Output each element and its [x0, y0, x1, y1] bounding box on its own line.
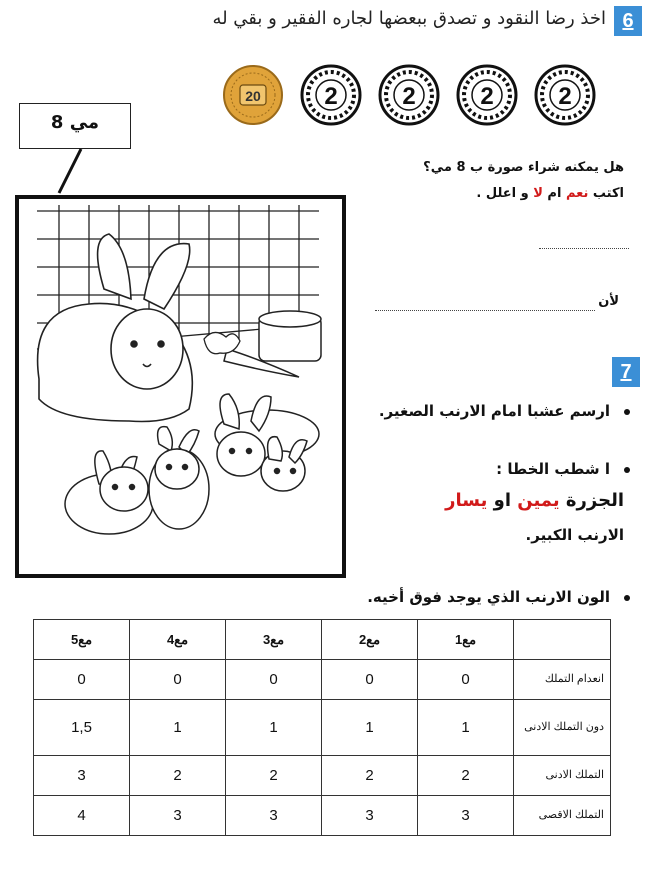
header-cell: مع2	[322, 620, 418, 660]
table-cell[interactable]: 0	[34, 660, 130, 700]
q7-bullet-color-text: الون الارنب الذي يوجد فوق أخيه.	[367, 588, 610, 606]
coin-2-label: 2	[480, 83, 494, 110]
question-6-prompt: هل يمكنه شراء صورة ب 8 مي؟	[423, 160, 624, 175]
coin-20-label: 20	[245, 88, 261, 104]
table-cell[interactable]: 1	[226, 700, 322, 756]
header-cell: مع5	[34, 620, 130, 660]
header-cell: مع1	[418, 620, 514, 660]
because-label: لأن	[598, 294, 619, 309]
answer-no: لا	[533, 186, 543, 201]
coin-2-label: 2	[324, 83, 338, 110]
price-tag: 8 مي	[19, 103, 131, 149]
table-cell[interactable]: 1	[418, 700, 514, 756]
table-row	[34, 660, 611, 700]
table-row	[34, 700, 611, 756]
table-cell[interactable]: 3	[130, 796, 226, 836]
carrot-label: الجزرة	[559, 490, 624, 511]
coin-2-icon	[300, 64, 362, 126]
bullet-icon	[624, 467, 630, 473]
coins-row	[222, 64, 596, 126]
question-6-instruction	[476, 186, 624, 201]
big-rabbit-label: الارنب الكبير.	[525, 526, 624, 544]
price-tag-pointer	[55, 147, 85, 197]
table-cell[interactable]: 2	[322, 756, 418, 796]
carrot-position-choice	[445, 490, 624, 511]
table-cell[interactable]: 1	[322, 700, 418, 756]
row-label: التملك الاقصى	[514, 796, 611, 836]
table-cell[interactable]: 3	[226, 796, 322, 836]
table-cell[interactable]: 0	[322, 660, 418, 700]
table-cell[interactable]: 0	[226, 660, 322, 700]
coin-2-icon	[456, 64, 518, 126]
choice-left[interactable]: يسار	[445, 490, 488, 511]
rabbits-drawing-icon	[19, 199, 342, 574]
instruction-suffix: و اعلل .	[476, 186, 534, 201]
answer-line[interactable]	[539, 248, 629, 249]
row-label: التملك الادنى	[514, 756, 611, 796]
table-cell[interactable]: 1	[130, 700, 226, 756]
answer-yes: نعم	[565, 186, 589, 201]
header-cell: مع4	[130, 620, 226, 660]
question-number-6: 6	[614, 6, 642, 36]
header-cell: مع3	[226, 620, 322, 660]
q7-bullet-cross-out	[496, 460, 630, 478]
table-header-row	[34, 620, 611, 660]
table-cell[interactable]: 3	[322, 796, 418, 836]
q7-bullet-color	[367, 588, 630, 606]
instruction-or: ام	[542, 186, 566, 201]
table-cell[interactable]: 3	[34, 756, 130, 796]
table-cell[interactable]: 4	[34, 796, 130, 836]
header-cell	[514, 620, 611, 660]
rabbits-picture	[15, 195, 346, 578]
table-cell[interactable]: 3	[418, 796, 514, 836]
table-cell[interactable]: 1,5	[34, 700, 130, 756]
row-label: دون التملك الادنى	[514, 700, 611, 756]
coin-20-icon	[222, 64, 284, 126]
coin-2-label: 2	[402, 83, 416, 110]
instruction-prefix: اكتب	[588, 186, 624, 201]
choice-right[interactable]: يمين	[517, 490, 560, 511]
question-number-7: 7	[612, 357, 640, 387]
coin-2-icon	[378, 64, 440, 126]
coin-2-icon	[534, 64, 596, 126]
table-cell[interactable]: 2	[226, 756, 322, 796]
because-answer-line[interactable]	[375, 310, 595, 311]
table-row	[34, 796, 611, 836]
table-cell[interactable]: 0	[130, 660, 226, 700]
bullet-icon	[624, 595, 630, 601]
coin-2-label: 2	[558, 83, 572, 110]
q7-bullet-cross-out-text: ا شطب الخطا :	[496, 460, 610, 478]
q7-bullet-draw-grass-text: ارسم عشبا امام الارنب الصغير.	[378, 402, 610, 420]
bullet-icon	[624, 409, 630, 415]
table-cell[interactable]: 2	[130, 756, 226, 796]
q7-bullet-draw-grass	[379, 402, 630, 420]
assessment-table	[33, 619, 611, 836]
question-6-text: اخذ رضا النقود و تصدق ببعضها لجاره الفقير و بقي له	[212, 8, 606, 29]
row-label: انعدام التملك	[514, 660, 611, 700]
table-cell[interactable]: 2	[418, 756, 514, 796]
table-cell[interactable]: 0	[418, 660, 514, 700]
choice-or: او	[487, 490, 518, 511]
table-row	[34, 756, 611, 796]
